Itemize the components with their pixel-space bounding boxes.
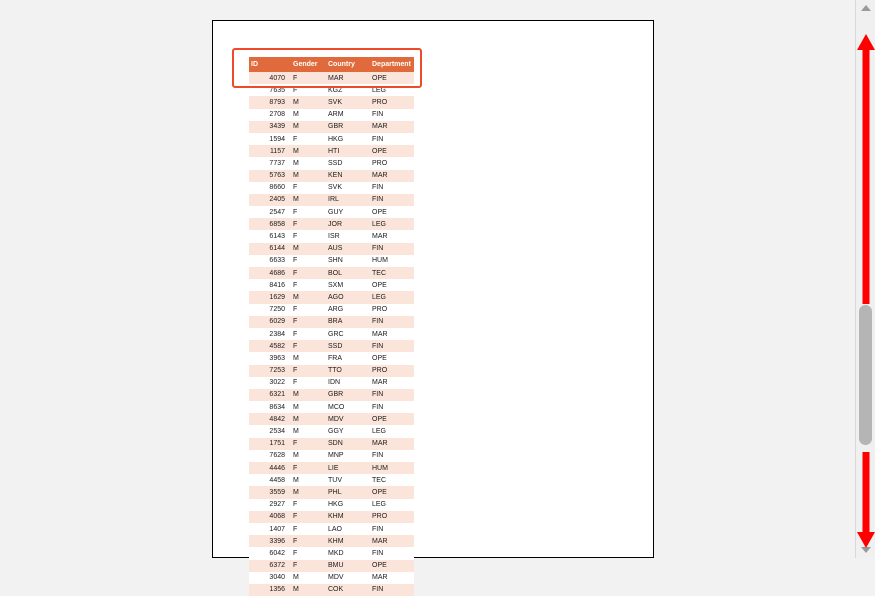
table-row <box>249 304 414 316</box>
table-cell-country: HTI <box>326 145 370 157</box>
data-table-container <box>249 57 414 596</box>
table-cell-country: FRA <box>326 352 370 364</box>
table-cell-dept: FIN <box>370 133 414 145</box>
table-cell-country: IRL <box>326 194 370 206</box>
table-cell-id: 6143 <box>249 230 291 242</box>
table-cell-gender: F <box>291 72 326 84</box>
table-row <box>249 389 414 401</box>
table-cell-dept: OPE <box>370 279 414 291</box>
table-cell-id: 1356 <box>249 584 291 596</box>
red-down-arrow-annotation-icon <box>857 452 875 548</box>
table-cell-country: GRC <box>326 328 370 340</box>
table-cell-id: 7253 <box>249 365 291 377</box>
table-cell-country: AUS <box>326 243 370 255</box>
table-cell-country: SVK <box>326 96 370 108</box>
table-cell-id: 4686 <box>249 267 291 279</box>
table-row <box>249 218 414 230</box>
table-cell-id: 3396 <box>249 535 291 547</box>
table-cell-id: 7628 <box>249 450 291 462</box>
table-row <box>249 230 414 242</box>
table-cell-id: 5763 <box>249 170 291 182</box>
table-cell-country: COK <box>326 584 370 596</box>
table-row <box>249 450 414 462</box>
table-cell-country: PHL <box>326 486 370 498</box>
column-header-department[interactable]: Department <box>370 57 414 72</box>
table-cell-gender: F <box>291 511 326 523</box>
table-row <box>249 328 414 340</box>
table-row <box>249 72 414 84</box>
table-cell-id: 3559 <box>249 486 291 498</box>
table-row <box>249 279 414 291</box>
red-up-arrow-annotation-icon <box>857 34 875 304</box>
table-cell-gender: F <box>291 267 326 279</box>
table-row <box>249 157 414 169</box>
table-cell-id: 6144 <box>249 243 291 255</box>
table-cell-gender: M <box>291 486 326 498</box>
table-cell-dept: LEG <box>370 425 414 437</box>
table-row <box>249 413 414 425</box>
table-cell-country: JOR <box>326 218 370 230</box>
table-cell-id: 6029 <box>249 316 291 328</box>
table-cell-gender: M <box>291 121 326 133</box>
table-cell-country: TTO <box>326 365 370 377</box>
table-cell-gender: F <box>291 218 326 230</box>
column-header-id[interactable]: ID <box>249 57 291 72</box>
table-cell-gender: F <box>291 304 326 316</box>
table-cell-country: KHM <box>326 511 370 523</box>
table-cell-gender: F <box>291 365 326 377</box>
table-cell-country: SHN <box>326 255 370 267</box>
table-cell-dept: MAR <box>370 170 414 182</box>
table-cell-gender: F <box>291 377 326 389</box>
table-cell-id: 6633 <box>249 255 291 267</box>
table-cell-dept: LEG <box>370 84 414 96</box>
table-row <box>249 560 414 572</box>
table-row <box>249 438 414 450</box>
table-cell-id: 4582 <box>249 340 291 352</box>
table-cell-dept: FIN <box>370 401 414 413</box>
table-cell-dept: FIN <box>370 316 414 328</box>
table-cell-dept: MAR <box>370 121 414 133</box>
table-cell-id: 4068 <box>249 511 291 523</box>
table-cell-id: 6042 <box>249 547 291 559</box>
column-header-gender[interactable]: Gender <box>291 57 326 72</box>
table-cell-id: 2405 <box>249 194 291 206</box>
table-cell-id: 1629 <box>249 291 291 303</box>
table-cell-gender: F <box>291 560 326 572</box>
table-row <box>249 109 414 121</box>
table-row <box>249 267 414 279</box>
table-cell-dept: LEG <box>370 218 414 230</box>
table-cell-dept: HUM <box>370 462 414 474</box>
table-cell-country: SVK <box>326 182 370 194</box>
table-cell-dept: LEG <box>370 499 414 511</box>
table-cell-dept: OPE <box>370 486 414 498</box>
table-cell-id: 8634 <box>249 401 291 413</box>
table-cell-gender: F <box>291 84 326 96</box>
table-cell-id: 2534 <box>249 425 291 437</box>
table-cell-dept: FIN <box>370 389 414 401</box>
table-cell-dept: OPE <box>370 560 414 572</box>
table-cell-id: 2547 <box>249 206 291 218</box>
table-cell-gender: F <box>291 279 326 291</box>
table-cell-country: GGY <box>326 425 370 437</box>
table-cell-country: BMU <box>326 560 370 572</box>
data-table <box>249 57 414 596</box>
table-cell-id: 4842 <box>249 413 291 425</box>
table-cell-country: AGO <box>326 291 370 303</box>
table-cell-dept: FIN <box>370 194 414 206</box>
table-cell-dept: PRO <box>370 511 414 523</box>
table-cell-id: 1407 <box>249 523 291 535</box>
arrow-shaft-up <box>862 48 869 304</box>
table-row <box>249 206 414 218</box>
table-cell-id: 7737 <box>249 157 291 169</box>
table-cell-dept: MAR <box>370 328 414 340</box>
table-cell-country: MCO <box>326 401 370 413</box>
table-cell-dept: TEC <box>370 267 414 279</box>
table-cell-dept: FIN <box>370 182 414 194</box>
table-cell-gender: M <box>291 170 326 182</box>
table-row <box>249 255 414 267</box>
table-cell-dept: PRO <box>370 304 414 316</box>
table-cell-country: BOL <box>326 267 370 279</box>
table-cell-id: 4446 <box>249 462 291 474</box>
table-cell-country: KGZ <box>326 84 370 96</box>
table-cell-dept: MAR <box>370 438 414 450</box>
table-row <box>249 547 414 559</box>
table-row <box>249 425 414 437</box>
table-cell-gender: F <box>291 328 326 340</box>
table-cell-country: TUV <box>326 474 370 486</box>
table-cell-dept: FIN <box>370 340 414 352</box>
table-cell-id: 3439 <box>249 121 291 133</box>
table-cell-country: ISR <box>326 230 370 242</box>
table-row <box>249 170 414 182</box>
table-row <box>249 291 414 303</box>
table-cell-dept: OPE <box>370 72 414 84</box>
table-cell-gender: F <box>291 535 326 547</box>
table-cell-gender: M <box>291 584 326 596</box>
table-cell-gender: F <box>291 547 326 559</box>
table-row <box>249 401 414 413</box>
table-row <box>249 535 414 547</box>
table-cell-gender: M <box>291 109 326 121</box>
table-cell-country: GBR <box>326 389 370 401</box>
table-cell-country: GUY <box>326 206 370 218</box>
table-cell-dept: PRO <box>370 365 414 377</box>
table-row <box>249 316 414 328</box>
scroll-up-button[interactable] <box>856 0 875 18</box>
column-header-country[interactable]: Country <box>326 57 370 72</box>
table-cell-country: LIE <box>326 462 370 474</box>
table-cell-country: GBR <box>326 121 370 133</box>
table-cell-id: 2384 <box>249 328 291 340</box>
table-cell-country: HKG <box>326 499 370 511</box>
table-cell-country: IDN <box>326 377 370 389</box>
arrow-shaft-down <box>862 452 869 534</box>
table-row <box>249 340 414 352</box>
table-cell-gender: M <box>291 194 326 206</box>
table-cell-gender: F <box>291 462 326 474</box>
table-cell-gender: M <box>291 243 326 255</box>
table-cell-gender: F <box>291 438 326 450</box>
table-cell-gender: M <box>291 425 326 437</box>
table-cell-gender: M <box>291 157 326 169</box>
table-cell-gender: F <box>291 230 326 242</box>
table-body <box>249 72 414 596</box>
table-row <box>249 462 414 474</box>
table-cell-country: ARM <box>326 109 370 121</box>
table-cell-gender: M <box>291 389 326 401</box>
table-row <box>249 365 414 377</box>
table-cell-gender: M <box>291 96 326 108</box>
table-cell-country: MAR <box>326 72 370 84</box>
table-cell-dept: OPE <box>370 206 414 218</box>
table-cell-dept: OPE <box>370 352 414 364</box>
table-cell-dept: PRO <box>370 96 414 108</box>
table-row <box>249 352 414 364</box>
arrow-head-down <box>857 532 875 548</box>
table-cell-id: 3022 <box>249 377 291 389</box>
table-row <box>249 523 414 535</box>
table-cell-dept: TEC <box>370 474 414 486</box>
table-cell-id: 6372 <box>249 560 291 572</box>
table-row <box>249 121 414 133</box>
table-row <box>249 486 414 498</box>
table-cell-gender: M <box>291 291 326 303</box>
table-row <box>249 243 414 255</box>
table-row <box>249 133 414 145</box>
table-cell-gender: M <box>291 401 326 413</box>
table-cell-dept: MAR <box>370 572 414 584</box>
table-cell-id: 6321 <box>249 389 291 401</box>
table-cell-country: MNP <box>326 450 370 462</box>
table-cell-country: SDN <box>326 438 370 450</box>
table-cell-country: MKD <box>326 547 370 559</box>
table-cell-dept: OPE <box>370 145 414 157</box>
table-cell-country: KEN <box>326 170 370 182</box>
table-cell-country: SSD <box>326 157 370 169</box>
table-cell-dept: FIN <box>370 109 414 121</box>
table-cell-id: 8416 <box>249 279 291 291</box>
table-cell-gender: F <box>291 182 326 194</box>
table-row <box>249 182 414 194</box>
table-header <box>249 57 414 72</box>
table-cell-country: SXM <box>326 279 370 291</box>
table-cell-dept: MAR <box>370 230 414 242</box>
table-row <box>249 377 414 389</box>
table-cell-country: HKG <box>326 133 370 145</box>
table-cell-dept: OPE <box>370 413 414 425</box>
table-cell-gender: F <box>291 340 326 352</box>
table-row <box>249 84 414 96</box>
table-cell-country: MDV <box>326 413 370 425</box>
table-cell-gender: M <box>291 413 326 425</box>
table-cell-dept: FIN <box>370 523 414 535</box>
triangle-up-icon <box>861 5 871 11</box>
table-cell-gender: M <box>291 352 326 364</box>
table-cell-id: 1594 <box>249 133 291 145</box>
table-cell-id: 2927 <box>249 499 291 511</box>
table-row <box>249 584 414 596</box>
table-cell-dept: HUM <box>370 255 414 267</box>
table-cell-gender: F <box>291 499 326 511</box>
table-cell-id: 7250 <box>249 304 291 316</box>
table-cell-gender: M <box>291 145 326 157</box>
table-row <box>249 145 414 157</box>
table-cell-country: KHM <box>326 535 370 547</box>
table-row <box>249 511 414 523</box>
table-row <box>249 194 414 206</box>
table-cell-country: LAO <box>326 523 370 535</box>
table-cell-dept: FIN <box>370 243 414 255</box>
table-cell-gender: F <box>291 523 326 535</box>
table-cell-id: 3963 <box>249 352 291 364</box>
table-cell-gender: M <box>291 450 326 462</box>
table-cell-dept: FIN <box>370 450 414 462</box>
table-row <box>249 572 414 584</box>
table-cell-id: 3040 <box>249 572 291 584</box>
table-cell-gender: F <box>291 133 326 145</box>
table-cell-id: 2708 <box>249 109 291 121</box>
table-header-row <box>249 57 414 72</box>
table-cell-id: 1751 <box>249 438 291 450</box>
table-row <box>249 96 414 108</box>
table-cell-dept: FIN <box>370 547 414 559</box>
table-cell-country: SSD <box>326 340 370 352</box>
table-cell-id: 8793 <box>249 96 291 108</box>
table-cell-id: 4070 <box>249 72 291 84</box>
table-cell-gender: F <box>291 255 326 267</box>
table-cell-gender: M <box>291 474 326 486</box>
table-row <box>249 474 414 486</box>
table-cell-gender: F <box>291 206 326 218</box>
table-cell-id: 6858 <box>249 218 291 230</box>
table-cell-id: 4458 <box>249 474 291 486</box>
vertical-scrollbar[interactable] <box>855 0 875 558</box>
table-cell-dept: MAR <box>370 535 414 547</box>
table-cell-id: 8660 <box>249 182 291 194</box>
table-cell-dept: FIN <box>370 584 414 596</box>
table-cell-dept: MAR <box>370 377 414 389</box>
table-cell-gender: M <box>291 572 326 584</box>
table-cell-dept: LEG <box>370 291 414 303</box>
scrollbar-thumb[interactable] <box>859 305 872 445</box>
table-cell-country: MDV <box>326 572 370 584</box>
table-row <box>249 499 414 511</box>
table-cell-id: 1157 <box>249 145 291 157</box>
table-cell-gender: F <box>291 316 326 328</box>
table-cell-country: BRA <box>326 316 370 328</box>
document-page <box>212 20 654 594</box>
table-cell-dept: PRO <box>370 157 414 169</box>
table-cell-id: 7635 <box>249 84 291 96</box>
table-cell-country: ARG <box>326 304 370 316</box>
